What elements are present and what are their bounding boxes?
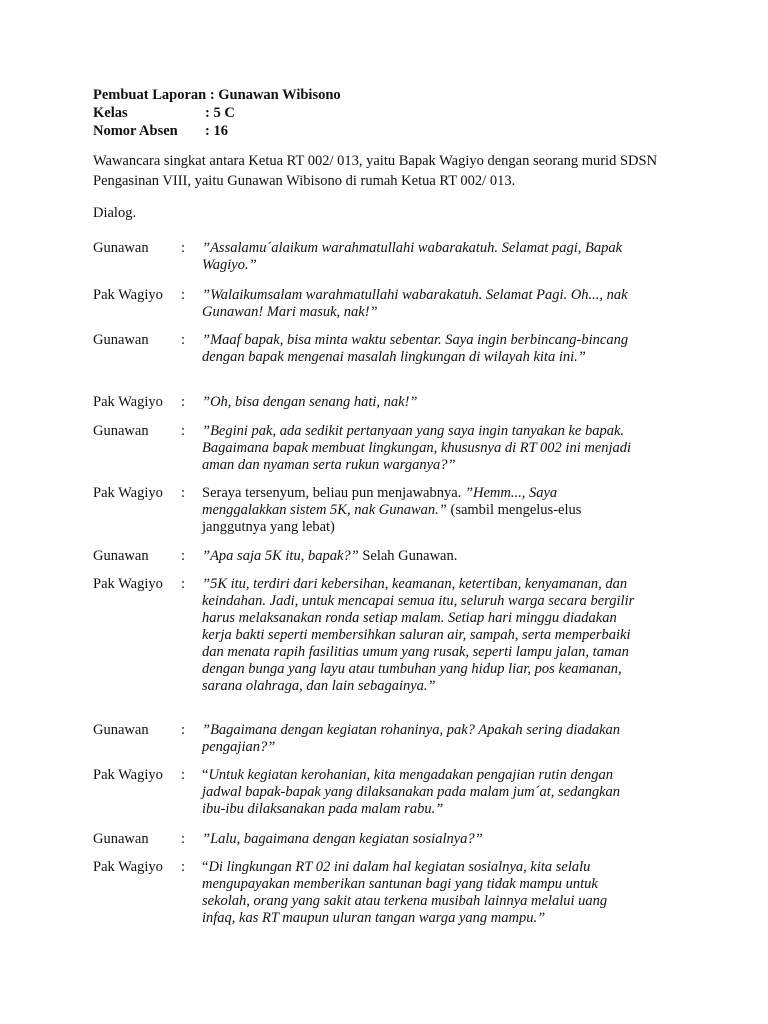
speaker: Pak Wagiyo	[93, 859, 163, 875]
speaker: Gunawan	[93, 240, 149, 256]
colon: :	[181, 485, 186, 501]
narration-text: Selah Gunawan.	[358, 548, 458, 564]
dialog-entry	[93, 548, 653, 565]
quote-text: ”Apa saja 5K itu, bapak?”	[202, 548, 359, 564]
colon: :	[181, 831, 186, 847]
speaker: Gunawan	[93, 722, 149, 738]
class-value: : 5 C	[205, 105, 235, 121]
colon: :	[181, 240, 186, 256]
class-line	[93, 104, 341, 122]
dialog-entry	[93, 722, 653, 756]
dialog-text	[202, 485, 638, 536]
absen-line	[93, 122, 341, 140]
dialog-entry	[93, 485, 653, 536]
colon: :	[181, 722, 186, 738]
colon: :	[181, 287, 186, 303]
speaker: Pak Wagiyo	[93, 485, 163, 501]
speaker: Gunawan	[93, 332, 149, 348]
dialog-text: ”Assalamu´alaikum warahmatullahi wabarakatuh. Selamat pagi, Bapak Wagiyo.”	[202, 240, 623, 273]
class-label: Kelas	[93, 105, 128, 121]
narration-text: Seraya tersenyum, beliau pun menjawabnya.	[202, 485, 465, 501]
absen-label: Nomor Absen	[93, 123, 178, 139]
absen-value: : 16	[205, 123, 228, 139]
dialog-entry	[93, 394, 653, 411]
dialog-entry	[93, 332, 653, 366]
dialog-text	[202, 548, 638, 565]
narration-text: (sambil mengelus-elus janggutnya yang lebat)	[202, 502, 582, 535]
open-quote: “	[202, 767, 209, 783]
report-header	[93, 86, 341, 140]
dialog-text: ”Lalu, bagaimana dengan kegiatan sosialnya?”	[202, 831, 483, 847]
speaker: Pak Wagiyo	[93, 287, 163, 303]
colon: :	[181, 423, 186, 439]
colon: :	[181, 332, 186, 348]
quote-text: Di lingkungan RT 02 ini dalam hal kegiatan sosialnya, kita selalu mengupayakan memberikan santunan bagi yang tidak mampu untuk sekolah, orang yang sakit atau terkena musibah lainnya melalui uang infaq, kas RT maupun uluran tangan warga yang mampu.”	[202, 859, 608, 926]
dialog-text	[202, 767, 638, 818]
author-line	[93, 86, 341, 104]
dialog-entry	[93, 831, 653, 848]
dialog-text: ”Walaikumsalam warahmatullahi wabarakatuh. Selamat Pagi. Oh..., nak Gunawan! Mari masuk, nak!”	[202, 287, 628, 320]
dialog-entry	[93, 287, 653, 321]
speaker: Pak Wagiyo	[93, 394, 163, 410]
speaker: Pak Wagiyo	[93, 576, 163, 592]
dialog-entry	[93, 423, 653, 474]
open-quote: “	[202, 859, 209, 875]
intro-paragraph: Wawancara singkat antara Ketua RT 002/ 013, yaitu Bapak Wagiyo dengan seorang murid SDSN Pengasinan VIII, yaitu Gunawan Wibisono di rumah Ketua RT 002/ 013.	[93, 153, 658, 189]
dialog-entry	[93, 240, 653, 274]
colon: :	[181, 767, 186, 783]
dialog-text: ”Oh, bisa dengan senang hati, nak!”	[202, 394, 418, 410]
colon: :	[181, 576, 186, 592]
author-label: Pembuat Laporan :	[93, 87, 215, 103]
speaker: Gunawan	[93, 548, 149, 564]
dialog-text: ”5K itu, terdiri dari kebersihan, keamanan, ketertiban, kenyamanan, dan keindahan. Jadi, untuk mencapai semua itu, seluruh warga secara bergilir harus melaksanakan ronda setiap malam. Setiap hari minggu diadakan kerja bakti seperti membersihkan saluran air, sampah, serta memperbaiki dan menata rapih fasilitias umum yang rusak, seperti lampu jalan, taman dengan bunga yang layu atau tumbuhan yang hidup liar, pos keamanan, sarana olahraga, dan lain sebagainya.”	[202, 576, 635, 694]
dialog-text: ”Begini pak, ada sedikit pertanyaan yang saya ingin tanyakan ke bapak. Bagaimana bapak membuat lingkungan, khususnya di RT 002 ini menjadi aman dan nyaman serta rukun warganya?”	[202, 423, 632, 473]
dialog-entry	[93, 859, 653, 927]
speaker: Gunawan	[93, 831, 149, 847]
dialog-entry	[93, 576, 653, 695]
dialog-entry	[93, 767, 653, 818]
dialog-text: ”Maaf bapak, bisa minta waktu sebentar. Saya ingin berbincang-bincang dengan bapak mengenai masalah lingkungan di wilayah kita ini.”	[202, 332, 629, 365]
dialog-text: ”Bagaimana dengan kegiatan rohaninya, pak? Apakah sering diadakan pengajian?”	[202, 722, 621, 755]
colon: :	[181, 859, 186, 875]
dialog-label: Dialog.	[93, 205, 137, 221]
speaker: Pak Wagiyo	[93, 767, 163, 783]
author-value: Gunawan Wibisono	[218, 87, 341, 103]
quote-text: Untuk kegiatan kerohanian, kita mengadakan pengajian rutin dengan jadwal bapak-bapak yang dilaksanakan pada malam jum´at, sedangkan ibu-ibu dilaksanakan pada malam rabu.”	[202, 767, 621, 817]
colon: :	[181, 394, 186, 410]
speaker: Gunawan	[93, 423, 149, 439]
dialog-text	[202, 859, 638, 927]
quote-text: ”Hemm..., Saya menggalakkan sistem 5K, nak Gunawan.”	[202, 485, 558, 518]
colon: :	[181, 548, 186, 564]
